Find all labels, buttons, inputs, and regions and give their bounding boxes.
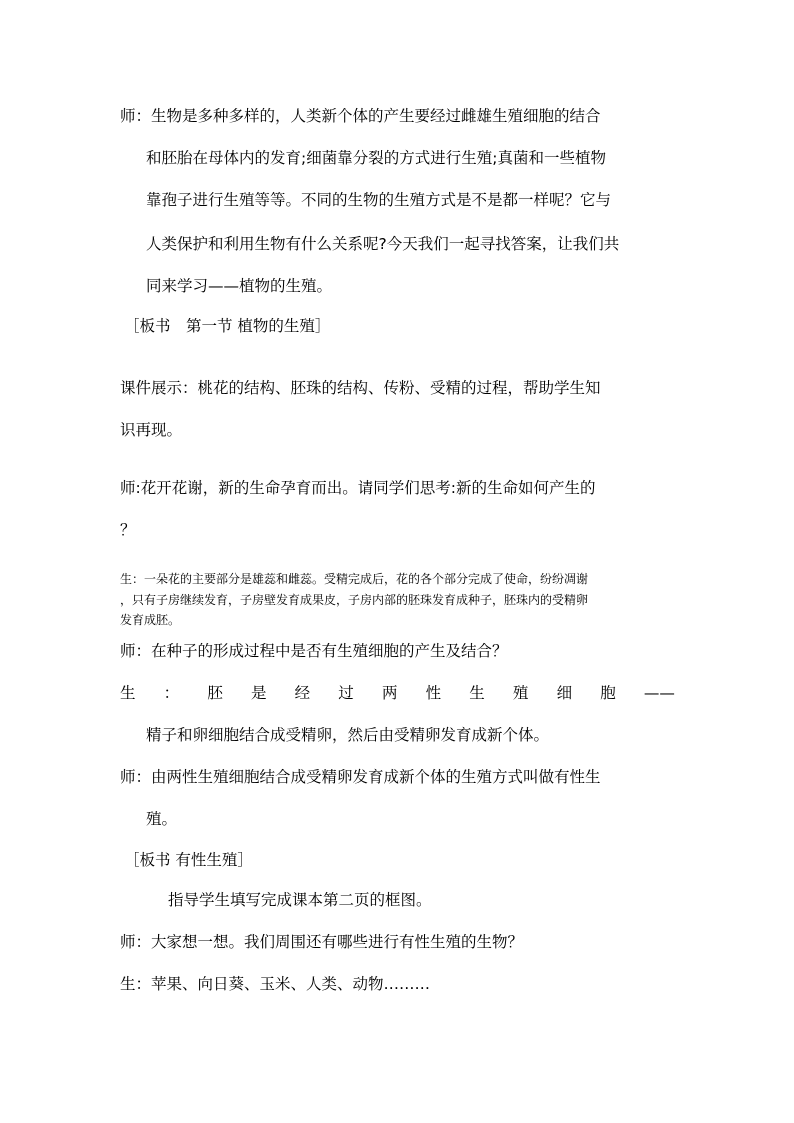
board-note-sexual-reproduction: ［板书 有性生殖］ xyxy=(124,851,253,869)
board-note-section-title: ［板书 第一节 植物的生殖］ xyxy=(124,317,331,335)
teacher-seed-question: 师：在种子的形成过程中是否有生殖细胞的产生及结合？ xyxy=(120,642,508,660)
teacher-question-line-2: ？ xyxy=(120,521,136,539)
student-answer-line-1: 生：一朵花的主要部分是雄蕊和雌蕊。受精完成后，花的各个部分完成了使命，纷纷凋谢 xyxy=(120,572,589,586)
student-examples: 生：苹果、向日葵、玉米、人类、动物……… xyxy=(120,975,431,993)
teacher-think-question: 师：大家想一想。我们周围还有哪些进行有性生殖的生物？ xyxy=(120,933,524,951)
instruction-line: 指导学生填写完成课本第二页的框图。 xyxy=(168,891,432,909)
justified-char: 性 xyxy=(425,684,442,702)
teacher-intro-line-2: 和胚胎在母体内的发育;细菌靠分裂的方式进行生殖;真菌和一些植物 xyxy=(146,149,606,167)
justified-char: 生 xyxy=(120,684,136,702)
justified-char: —— xyxy=(643,684,675,702)
justified-char: 是 xyxy=(250,684,267,702)
teacher-intro-line-5: 同来学习——植物的生殖。 xyxy=(146,277,333,295)
teacher-intro-line-3: 靠孢子进行生殖等等。不同的生物的生殖方式是不是都一样呢？它与 xyxy=(146,191,612,209)
courseware-line-2: 识再现。 xyxy=(120,421,183,439)
justified-char: 经 xyxy=(294,684,311,702)
justified-char: 胚 xyxy=(207,684,223,702)
teacher-intro-line-4: 人类保护和利用生物有什么关系呢?今天我们一起寻找答案，让我们共 xyxy=(146,235,620,253)
student-embryo-line-1 xyxy=(120,683,675,703)
student-answer-line-3: 发育成胚。 xyxy=(120,613,181,627)
courseware-line-1: 课件展示：桃花的结构、胚珠的结构、传粉、受精的过程，帮助学生知 xyxy=(120,379,601,397)
justified-char: 殖 xyxy=(512,684,529,702)
justified-char: ： xyxy=(163,684,180,702)
teacher-intro-line-1: 师：生物是多种多样的，人类新个体的产生要经过雌雄生殖细胞的结合 xyxy=(120,107,601,125)
teacher-definition-line-2: 殖。 xyxy=(146,810,178,828)
teacher-question-line-1: 师:花开花谢，新的生命孕育而出。请同学们思考:新的生命如何产生的 xyxy=(120,479,596,497)
teacher-definition-line-1: 师：由两性生殖细胞结合成受精卵发育成新个体的生殖方式叫做有性生 xyxy=(120,768,601,786)
student-embryo-line-2: 精子和卵细胞结合成受精卵，然后由受精卵发育成新个体。 xyxy=(146,726,550,744)
justified-char: 过 xyxy=(338,684,354,702)
justified-char: 细 xyxy=(556,684,573,702)
student-answer-line-2: ，只有子房继续发育，子房壁发育成果皮，子房内部的胚珠发育成种子，胚珠内的受精卵 xyxy=(120,593,589,607)
justified-char: 胞 xyxy=(600,684,616,702)
justified-char: 生 xyxy=(469,684,485,702)
justified-char: 两 xyxy=(381,684,398,702)
